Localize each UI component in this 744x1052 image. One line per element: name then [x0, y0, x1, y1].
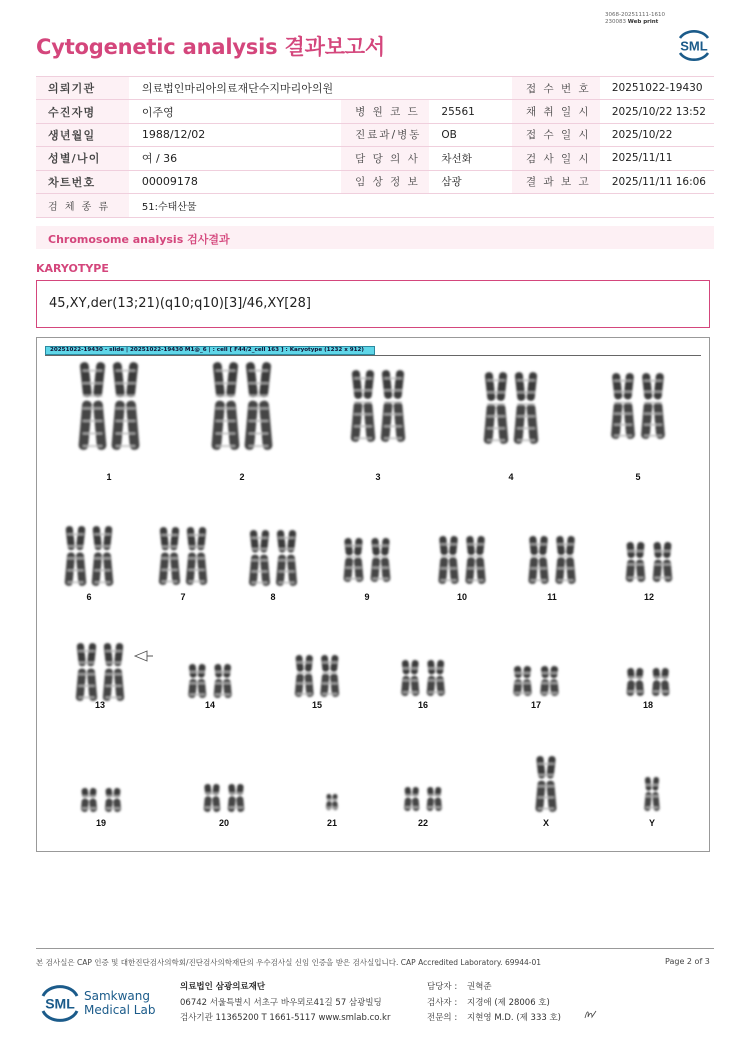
org-address: 06742 서울특별시 서초구 바우뫼로41길 57 삼광빌딩	[180, 997, 382, 1008]
chromosome-label: 22	[417, 818, 429, 828]
karyogram-divider	[45, 355, 701, 356]
staff-row	[427, 996, 561, 1012]
brand-name-line1: Samkwang	[84, 989, 150, 1003]
chromosome-label: 8	[270, 592, 276, 602]
sml-logo-bottom-icon	[38, 981, 82, 1025]
info-label: 의뢰기관	[36, 77, 129, 100]
chromosome-17	[513, 666, 559, 697]
info-value: 20251022-19430	[600, 77, 714, 100]
chromosome-label: 2	[239, 472, 245, 482]
info-value: OB	[429, 123, 512, 146]
staff-role: 담당자 :	[427, 982, 458, 992]
chromosome-7	[159, 527, 208, 585]
chromosome-label: 10	[456, 592, 468, 602]
print-meta	[605, 12, 665, 26]
specimen-row	[36, 193, 714, 217]
info-row	[36, 77, 714, 100]
info-value: 여 / 36	[129, 147, 341, 170]
info-value: 이주영	[129, 100, 341, 123]
info-label: 담 당 의 사	[341, 147, 429, 170]
organization-info	[180, 980, 390, 1027]
info-label: 성별/나이	[36, 147, 129, 170]
chromosome-label: 4	[508, 472, 514, 482]
chromosome-label: 13	[94, 700, 106, 710]
chromosome-3	[350, 370, 405, 442]
print-meta-id: 3068-20251111-1610	[605, 12, 665, 18]
org-name: 의료법인 삼광의료재단	[180, 982, 266, 992]
print-meta-code: 230083	[605, 19, 626, 25]
chromosome-12	[626, 542, 673, 583]
staff-name: 권혁준	[467, 982, 492, 992]
karyogram-frame	[36, 337, 710, 852]
chromosome-8	[249, 530, 298, 586]
info-label: 임 상 정 보	[341, 170, 429, 193]
chromosome-label: 6	[86, 592, 92, 602]
print-meta-label: Web print	[627, 19, 659, 25]
chromosome-label: 15	[311, 700, 323, 710]
info-value: 1988/12/02	[129, 123, 341, 146]
info-value: 00009178	[129, 170, 341, 193]
info-label: 수진자명	[36, 100, 129, 123]
signature-icon	[583, 1008, 599, 1022]
chromosome-label: 3	[375, 472, 381, 482]
chromosome-label: 21	[326, 818, 338, 828]
chromosome-label: 11	[547, 592, 557, 602]
chromosome-5	[611, 373, 665, 440]
chromosome-9	[343, 538, 390, 583]
info-value: 삼광	[429, 170, 512, 193]
info-label: 접 수 번 호	[512, 77, 600, 100]
patient-info-table	[36, 76, 714, 218]
info-row	[36, 123, 714, 146]
info-label: 생년월일	[36, 123, 129, 146]
chromosome-11	[528, 536, 576, 585]
staff-row	[427, 980, 561, 996]
chromosome-21	[326, 794, 338, 810]
sml-logo-bottom-text: SML	[45, 995, 75, 1012]
chromosome-19	[81, 788, 122, 813]
staff-name: 지경애 (제 28006 호)	[467, 997, 550, 1008]
karyotype-label: KARYOTYPE	[36, 262, 109, 275]
info-label	[341, 77, 429, 100]
info-value: 2025/11/11	[600, 147, 714, 170]
info-label: 검 사 일 시	[512, 147, 600, 170]
chromosome-y	[644, 777, 660, 811]
info-label: 결 과 보 고	[512, 170, 600, 193]
staff-name: 지현영 M.D. (제 333 호)	[467, 1013, 562, 1023]
chromosome-label: 1	[106, 472, 112, 482]
info-label: 진료과/병동	[341, 123, 429, 146]
chromosome-18	[626, 668, 669, 697]
info-value: 2025/11/11 16:06	[600, 170, 714, 193]
info-value: 차선화	[429, 147, 512, 170]
chromosome-14	[188, 664, 232, 699]
staff-role: 검사자 :	[427, 997, 458, 1008]
chromosome-10	[438, 536, 486, 585]
info-value: 의료법인마리아의료재단수지마리아의원	[129, 77, 341, 100]
chromosome-1	[78, 362, 140, 450]
certification-text: 본 검사실은 CAP 인증 및 대한진단검사의학회/진단검사의학재단의 우수검사실 신임 인증을 받은 검사실입니다. CAP Accredited Laboratory. 69944-01	[36, 958, 542, 967]
chromosome-20	[204, 784, 245, 813]
chromosome-15	[295, 655, 340, 697]
chromosome-13	[76, 643, 125, 701]
chromosome-label: 12	[643, 592, 655, 602]
arrow-pointer-icon	[135, 651, 153, 661]
chromosome-label: 5	[635, 472, 641, 482]
org-contact: 검사기관 11365200 T 1661-5117 www.smlab.co.kr	[180, 1013, 391, 1023]
karyogram-header: 20251022-19430 - slide | 20251022-19430 M1@_6 | : cell [ F44/2_cell 163 ] : Karyotype (1232 x 912)	[45, 346, 375, 355]
info-label: 차트번호	[36, 170, 129, 193]
info-row	[36, 100, 714, 123]
info-label: 접 수 일 시	[512, 123, 600, 146]
footer-divider	[36, 948, 714, 949]
page-number: Page 2 of 3	[665, 957, 710, 966]
info-row	[36, 147, 714, 170]
sml-logo-text: SML	[680, 38, 708, 54]
brand-name-line2: Medical Lab	[84, 1003, 156, 1017]
chromosome-label: X	[542, 818, 550, 828]
chromosome-16	[401, 660, 445, 697]
chromosome-label: 16	[417, 700, 429, 710]
info-value: 2025/10/22	[600, 123, 714, 146]
section-title: Chromosome analysis 검사결과	[48, 233, 230, 246]
chromosome-label: 9	[364, 592, 370, 602]
staff-row	[427, 1011, 561, 1027]
section-bar	[36, 226, 714, 249]
info-value	[429, 77, 512, 100]
chromosome-4	[483, 372, 538, 444]
samkwang-logo	[38, 981, 158, 1025]
karyotype-result: 45,XY,der(13;21)(q10;q10)[3]/46,XY[28]	[49, 296, 311, 311]
report-title: Cytogenetic analysis 결과보고서	[36, 35, 385, 59]
chromosome-label: 17	[530, 700, 542, 710]
karyotype-result-box	[36, 280, 710, 328]
karyogram-image	[37, 338, 711, 853]
chromosome-label: Y	[648, 818, 656, 828]
sml-logo-icon	[674, 26, 714, 64]
info-label: 채 취 일 시	[512, 100, 600, 123]
chromosome-label: 14	[204, 700, 216, 710]
chromosome-6	[64, 526, 113, 586]
chromosome-label: 18	[642, 700, 654, 710]
chromosome-22	[404, 787, 442, 811]
specimen-value: 51:수태산물	[129, 193, 714, 217]
chromosome-x	[535, 756, 557, 812]
chromosome-label: 7	[180, 592, 186, 602]
chromosome-label: 19	[95, 818, 107, 828]
chromosome-label: 20	[218, 818, 230, 828]
info-value: 25561	[429, 100, 512, 123]
info-row	[36, 170, 714, 193]
staff-role: 전문의 :	[427, 1013, 458, 1023]
staff-info	[427, 980, 561, 1027]
chromosome-2	[211, 362, 273, 450]
info-value: 2025/10/22 13:52	[600, 100, 714, 123]
info-label: 병 원 코 드	[341, 100, 429, 123]
specimen-label: 검 체 종 류	[36, 193, 129, 217]
